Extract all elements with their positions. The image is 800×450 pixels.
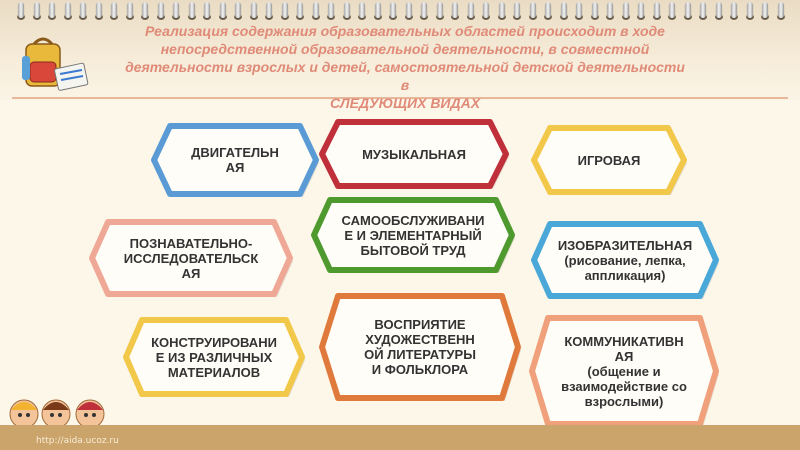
binding-ring: [452, 2, 458, 18]
activity-hexagon: [528, 314, 720, 428]
activity-label: [88, 218, 294, 298]
activity-label: [150, 122, 320, 198]
activity-label: [122, 316, 306, 398]
binding-ring: [514, 2, 520, 18]
activity-label-line: ПОЗНАВАТЕЛЬНО-: [129, 235, 253, 251]
binding-ring: [762, 2, 768, 18]
binding-ring: [375, 2, 381, 18]
binding-ring: [328, 2, 334, 18]
binding-ring: [654, 2, 660, 18]
binding-ring: [142, 2, 148, 18]
binding-ring: [49, 2, 55, 18]
activity-label-line: КОНСТРУИРОВАНИ: [151, 334, 277, 350]
binding-ring: [34, 2, 40, 18]
binding-ring: [747, 2, 753, 18]
title-line: деятельности взрослых и детей, самостоятельной детской деятельности: [125, 59, 685, 75]
binding-ring: [700, 2, 706, 18]
school-backpack-icon: [20, 36, 90, 99]
activity-label-line: И ФОЛЬКЛОРА: [371, 362, 469, 377]
binding-ring: [576, 2, 582, 18]
binding-ring: [669, 2, 675, 18]
activity-label-line: ИЗОБРАЗИТЕЛЬНАЯ: [557, 237, 693, 253]
activity-label: [528, 314, 720, 428]
activity-label-line: ИГРОВАЯ: [577, 152, 641, 168]
binding-ring: [220, 2, 226, 18]
activity-hexagon: [88, 218, 294, 298]
activity-label-line: ХУДОЖЕСТВЕНН: [365, 332, 475, 347]
activity-hexagon: [530, 124, 688, 196]
binding-ring: [607, 2, 613, 18]
spiral-binding: [0, 0, 800, 22]
binding-ring: [731, 2, 737, 18]
activity-label-line: АЯ: [614, 348, 634, 364]
activity-label-line: (рисование, лепка,: [564, 252, 686, 268]
binding-ring: [545, 2, 551, 18]
activity-label-line: ИССЛЕДОВАТЕЛЬСК: [123, 250, 259, 266]
binding-ring: [111, 2, 117, 18]
activity-label-line: (общение и: [587, 363, 661, 379]
binding-ring: [80, 2, 86, 18]
activity-label: [318, 292, 522, 402]
binding-ring: [437, 2, 443, 18]
activity-label-line: ДВИГАТЕЛЬН: [191, 145, 279, 160]
footer-band: [0, 425, 800, 450]
activity-label-line: МУЗЫКАЛЬНАЯ: [362, 146, 466, 162]
binding-ring: [127, 2, 133, 18]
activity-label: [310, 196, 516, 274]
page-title: [100, 22, 710, 111]
binding-ring: [251, 2, 257, 18]
activity-hexagon: [318, 118, 510, 190]
activity-label-line: ОЙ ЛИТЕРАТУРЫ: [364, 347, 476, 362]
binding-ring: [778, 2, 784, 18]
activity-label-line: Е ИЗ РАЗЛИЧНЫХ: [155, 349, 273, 365]
binding-ring: [530, 2, 536, 18]
title-line: СЛЕДУЮЩИХ ВИДАХ: [329, 95, 481, 111]
binding-ring: [638, 2, 644, 18]
binding-ring: [623, 2, 629, 18]
activity-label-line: взаимодействие со: [561, 378, 687, 394]
activity-label-line: БЫТОВОЙ ТРУД: [360, 242, 466, 258]
binding-ring: [204, 2, 210, 18]
title-line: в: [400, 77, 410, 93]
binding-ring: [266, 2, 272, 18]
activity-hexagon: [530, 220, 720, 300]
activity-label-line: АЯ: [225, 160, 245, 175]
title-line: Реализация содержания образовательных областей происходит в ходе: [145, 23, 665, 39]
binding-ring: [499, 2, 505, 18]
activity-label: [318, 118, 510, 190]
activity-label: [530, 220, 720, 300]
binding-ring: [282, 2, 288, 18]
binding-ring: [406, 2, 412, 18]
binding-ring: [189, 2, 195, 18]
title-line: непосредственной образовательной деятельности, в совместной: [160, 41, 650, 57]
binding-ring: [158, 2, 164, 18]
binding-ring: [344, 2, 350, 18]
binding-ring: [421, 2, 427, 18]
activity-hexagon: [310, 196, 516, 274]
footer-url: http://aida.ucoz.ru: [36, 436, 119, 446]
binding-ring: [359, 2, 365, 18]
binding-ring: [297, 2, 303, 18]
activity-label-line: МАТЕРИАЛОВ: [167, 364, 261, 380]
activity-label-line: КОММУНИКАТИВН: [564, 333, 684, 349]
binding-ring: [468, 2, 474, 18]
activity-label-line: САМООБСЛУЖИВАНИ: [341, 212, 485, 228]
binding-ring: [685, 2, 691, 18]
activity-label-line: аппликация): [584, 267, 666, 283]
activity-hexagon: [318, 292, 522, 402]
activity-label-line: Е И ЭЛЕМЕНТАРНЫЙ: [344, 227, 482, 243]
activity-label-line: ВОСПРИЯТИЕ: [374, 317, 466, 332]
activity-hexagon: [150, 122, 320, 198]
binding-ring: [18, 2, 24, 18]
activity-hexagon: [122, 316, 306, 398]
activity-label-line: взрослыми): [584, 393, 664, 409]
activity-label-line: АЯ: [181, 265, 201, 281]
binding-ring: [313, 2, 319, 18]
binding-ring: [96, 2, 102, 18]
binding-ring: [561, 2, 567, 18]
binding-ring: [65, 2, 71, 18]
binding-ring: [390, 2, 396, 18]
binding-ring: [483, 2, 489, 18]
binding-ring: [235, 2, 241, 18]
activity-label: [530, 124, 688, 196]
binding-ring: [592, 2, 598, 18]
binding-ring: [716, 2, 722, 18]
binding-ring: [173, 2, 179, 18]
